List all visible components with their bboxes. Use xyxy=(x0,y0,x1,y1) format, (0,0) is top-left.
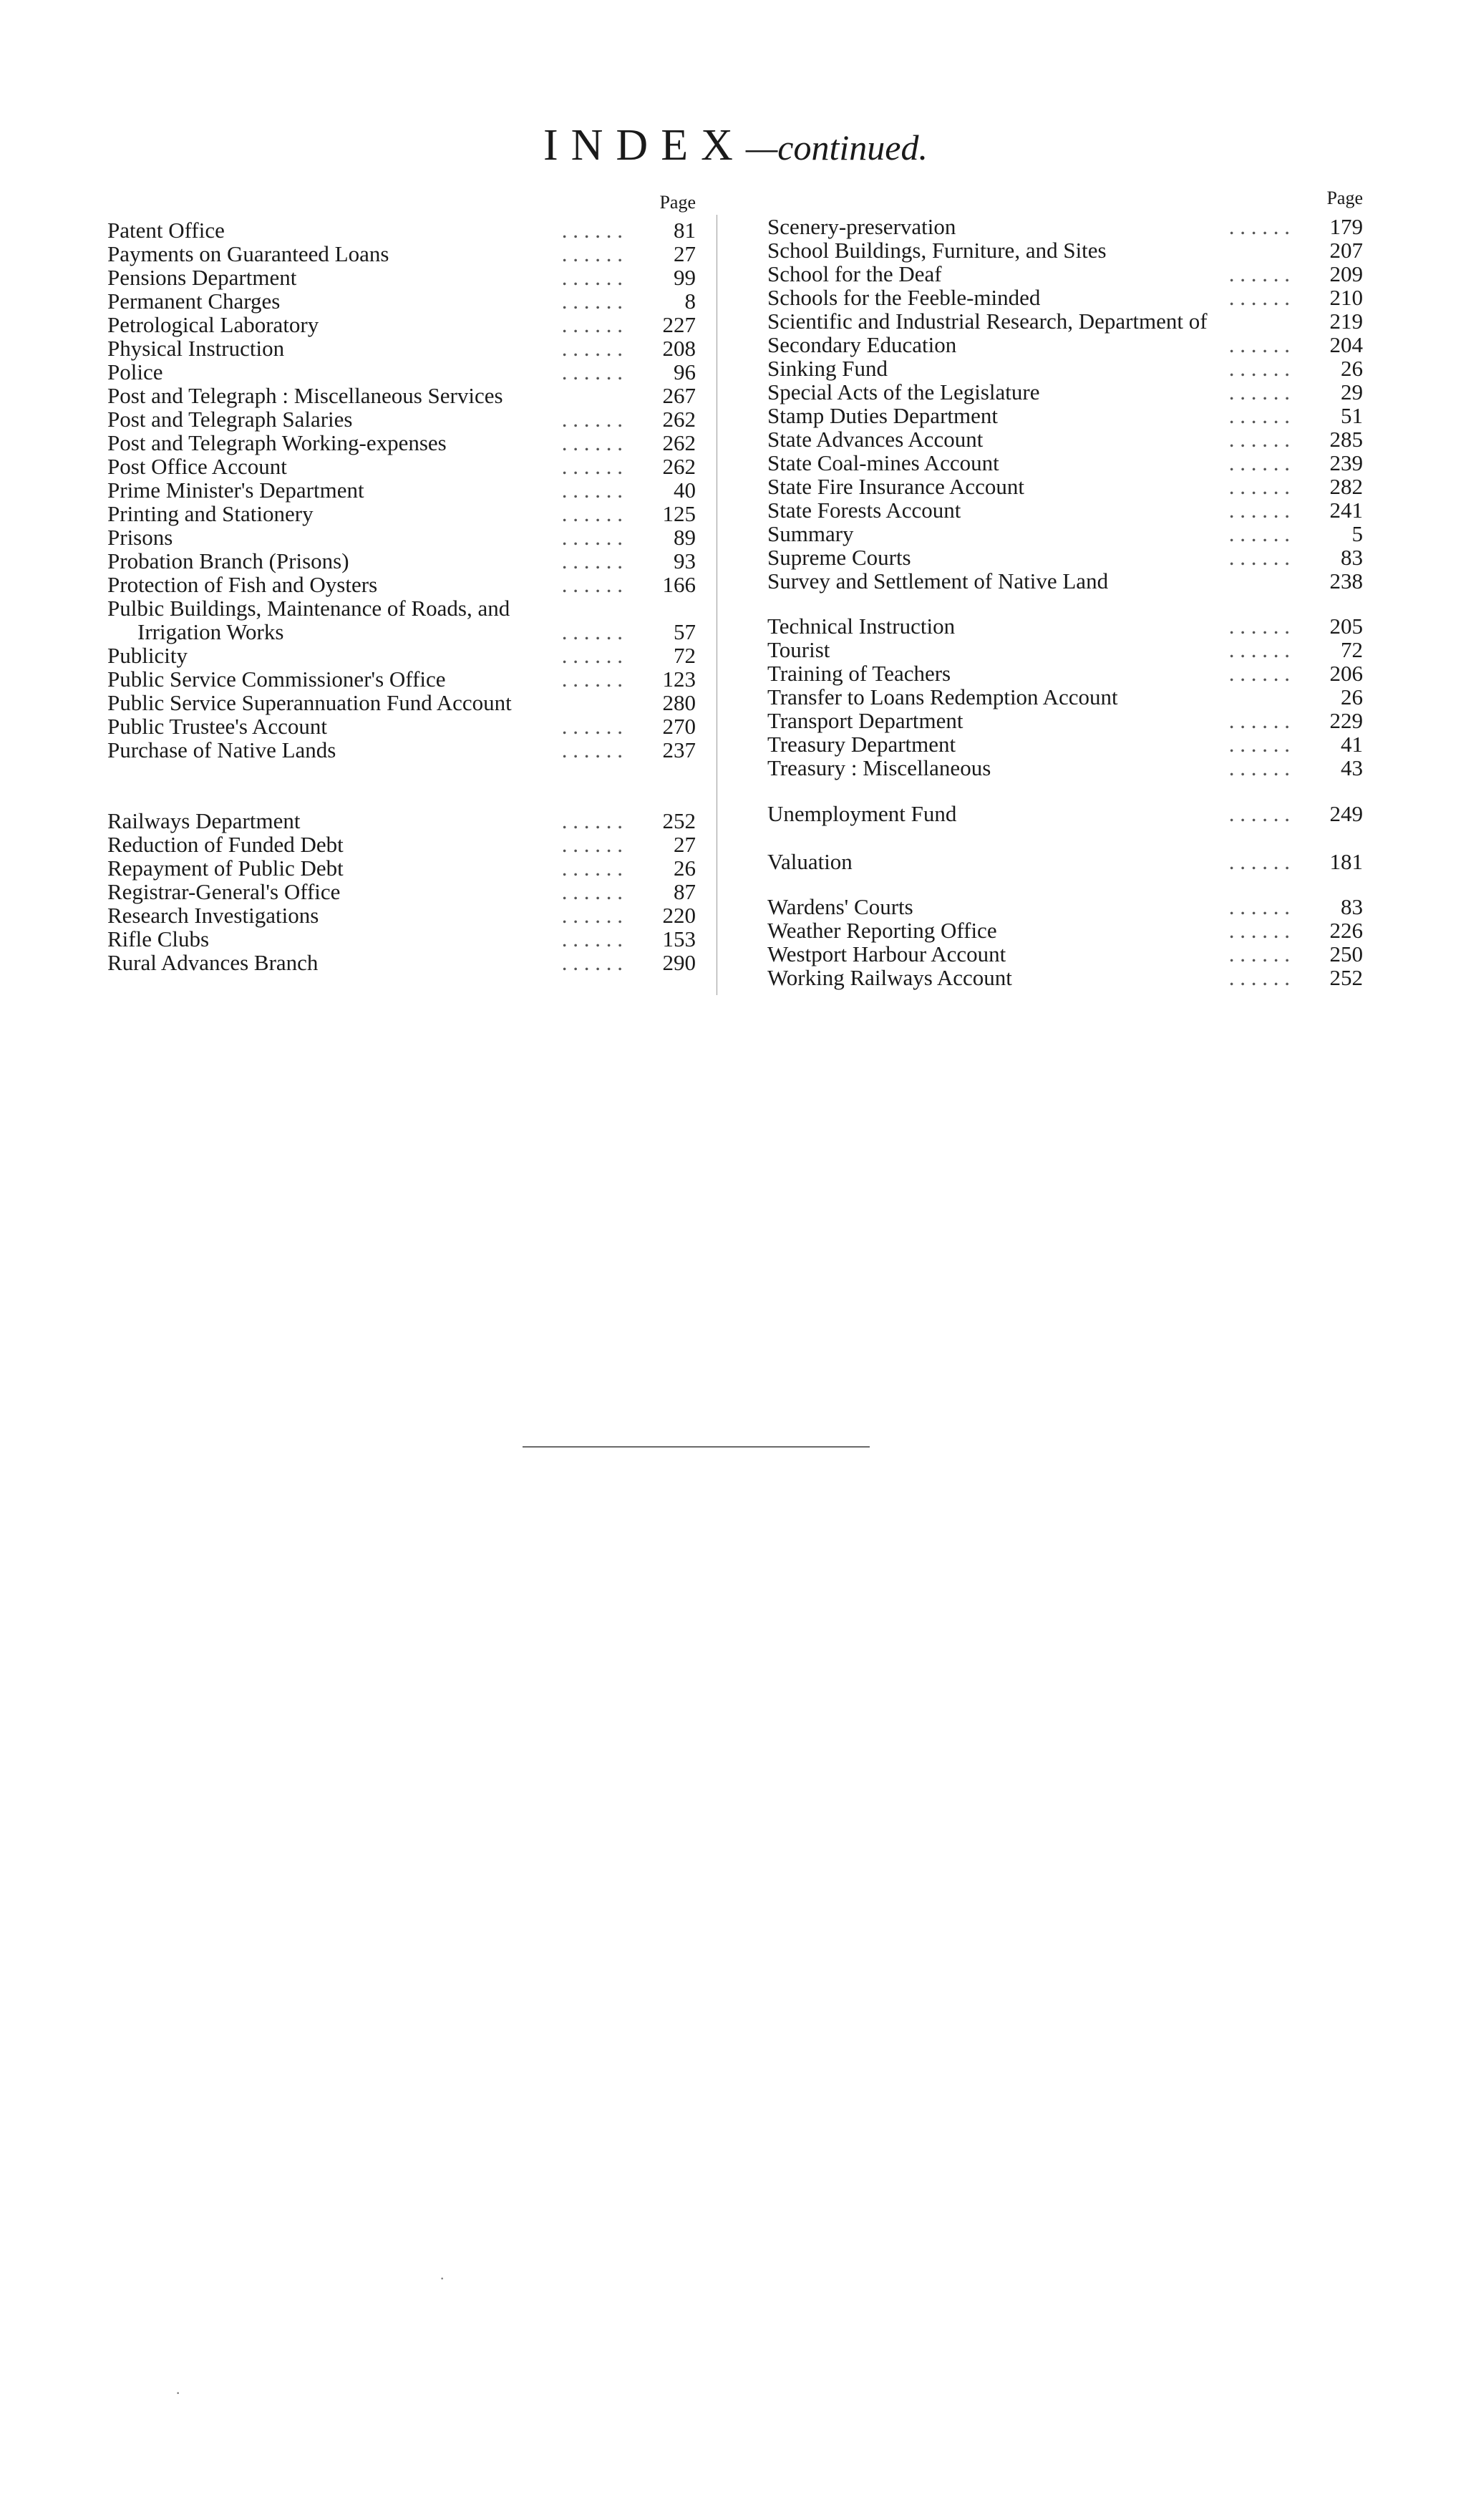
index-entry xyxy=(107,478,701,502)
leader-dots: . . . . . . xyxy=(561,620,623,644)
index-entry xyxy=(107,833,701,856)
leader-dots: . . . . . . xyxy=(561,926,623,951)
entry-label: Public Service Commissioner's Office xyxy=(107,667,446,692)
index-entry xyxy=(107,620,701,644)
entry-page-number: 241 xyxy=(1329,498,1363,523)
leader-dots: . . . . . . xyxy=(1228,546,1290,569)
index-entry xyxy=(767,850,1369,873)
entry-label: Reduction of Funded Debt xyxy=(107,832,344,857)
entry-label: Tourist xyxy=(767,637,830,662)
entry-page-number: 220 xyxy=(662,903,696,928)
leader-dots: . . . . . . xyxy=(561,478,623,502)
index-entry xyxy=(767,238,1369,262)
entry-label: Sinking Fund xyxy=(767,356,888,381)
leader-dots: . . . . . . xyxy=(1228,404,1290,427)
leader-dots: . . . . . . xyxy=(1228,895,1290,919)
entry-page-number: 219 xyxy=(1329,309,1363,334)
entry-page-number: 29 xyxy=(1341,379,1363,404)
entry-page-number: 207 xyxy=(1329,238,1363,263)
index-entry xyxy=(107,525,701,549)
index-entry xyxy=(767,569,1369,593)
entry-label: Secondary Education xyxy=(767,332,957,357)
entry-page-number: 51 xyxy=(1341,403,1363,428)
entry-label: School Buildings, Furniture, and Sites xyxy=(767,238,1107,263)
entry-page-number: 208 xyxy=(662,336,696,361)
index-entry xyxy=(107,927,701,951)
leader-dots: . . . . . . xyxy=(561,289,623,313)
index-entry xyxy=(767,709,1369,732)
index-entry xyxy=(107,596,701,620)
leader-dots: . . . . . . xyxy=(1228,709,1290,732)
index-entry xyxy=(107,360,701,384)
index-entry xyxy=(767,942,1369,966)
entry-label: Rural Advances Branch xyxy=(107,950,319,975)
entry-page-number: 270 xyxy=(662,714,696,739)
index-entry xyxy=(767,404,1369,427)
entry-label: Repayment of Public Debt xyxy=(107,856,344,881)
page-speck: · xyxy=(440,2269,445,2287)
index-entry xyxy=(767,262,1369,286)
index-entry xyxy=(107,714,701,738)
index-entry xyxy=(107,407,701,431)
entry-page-number: 290 xyxy=(662,950,696,975)
leader-dots: . . . . . . xyxy=(1228,427,1290,451)
entry-page-number: 252 xyxy=(1329,965,1363,990)
page-title xyxy=(0,120,1471,171)
leader-dots: . . . . . . xyxy=(1228,966,1290,989)
entry-page-number: 206 xyxy=(1329,661,1363,686)
leader-dots: . . . . . . xyxy=(1228,286,1290,309)
entry-page-number: 209 xyxy=(1329,261,1363,286)
leader-dots: . . . . . . xyxy=(561,573,623,596)
leader-dots: . . . . . . xyxy=(561,266,623,289)
index-entry xyxy=(767,357,1369,380)
leader-dots: . . . . . . xyxy=(1228,498,1290,522)
entry-page-number: 181 xyxy=(1329,849,1363,874)
leader-dots: . . . . . . xyxy=(1228,451,1290,475)
entry-page-number: 262 xyxy=(662,430,696,455)
leader-dots: . . . . . . xyxy=(561,643,623,668)
index-entry xyxy=(107,856,701,880)
entry-label: Technical Instruction xyxy=(767,614,956,639)
entry-page-number: 99 xyxy=(674,265,696,290)
index-entry xyxy=(767,614,1369,638)
leader-dots: . . . . . . xyxy=(1228,333,1290,357)
entry-page-number: 8 xyxy=(684,289,696,314)
entry-label: Training of Teachers xyxy=(767,661,951,686)
index-entry xyxy=(107,336,701,360)
entry-page-number: 87 xyxy=(674,879,696,904)
entry-page-number: 93 xyxy=(674,548,696,573)
entry-label: Prime Minister's Department xyxy=(107,478,364,503)
page-column-header: Page xyxy=(659,192,696,213)
entry-label: Pulbic Buildings, Maintenance of Roads, and xyxy=(107,596,510,621)
leader-dots: . . . . . . xyxy=(561,525,623,550)
index-entry xyxy=(107,242,701,266)
entry-page-number: 262 xyxy=(662,407,696,432)
index-entry xyxy=(767,685,1369,709)
entry-label: School for the Deaf xyxy=(767,261,942,286)
index-entry xyxy=(107,691,701,714)
entry-page-number: 166 xyxy=(662,572,696,597)
entry-label: Survey and Settlement of Native Land xyxy=(767,568,1109,593)
entry-label: Transport Department xyxy=(767,708,963,733)
entry-label: Police xyxy=(107,359,163,384)
leader-dots: . . . . . . xyxy=(561,431,623,455)
index-entry xyxy=(767,427,1369,451)
index-entry xyxy=(767,380,1369,404)
entry-page-number: 204 xyxy=(1329,332,1363,357)
entry-label: Unemployment Fund xyxy=(767,801,957,826)
leader-dots: . . . . . . xyxy=(1228,380,1290,404)
entry-label: Payments on Guaranteed Loans xyxy=(107,241,389,266)
leader-dots: . . . . . . xyxy=(1228,215,1290,238)
leader-dots: . . . . . . xyxy=(1228,849,1290,874)
index-entry xyxy=(767,919,1369,942)
index-entry xyxy=(767,333,1369,357)
leader-dots: . . . . . . xyxy=(561,951,623,974)
leader-dots: . . . . . . xyxy=(1228,637,1290,662)
leader-dots: . . . . . . xyxy=(561,714,623,738)
index-entry xyxy=(107,431,701,455)
leader-dots: . . . . . . xyxy=(1228,475,1290,498)
index-entry xyxy=(107,266,701,289)
entry-page-number: 250 xyxy=(1329,941,1363,966)
entry-page-number: 280 xyxy=(662,690,696,715)
leader-dots: . . . . . . xyxy=(561,856,623,880)
entry-page-number: 89 xyxy=(674,525,696,550)
leader-dots: . . . . . . xyxy=(561,880,623,903)
entry-page-number: 26 xyxy=(1341,684,1363,709)
index-entry xyxy=(767,215,1369,238)
leader-dots: . . . . . . xyxy=(561,903,623,927)
index-entry xyxy=(767,732,1369,756)
entry-label: State Fire Insurance Account xyxy=(767,474,1024,499)
entry-label: Post and Telegraph Working-expenses xyxy=(107,430,447,455)
leader-dots: . . . . . . xyxy=(561,502,623,525)
entry-page-number: 40 xyxy=(674,478,696,503)
entry-page-number: 41 xyxy=(1341,732,1363,757)
entry-label: Petrological Laboratory xyxy=(107,312,319,337)
index-entry xyxy=(767,638,1369,662)
entry-label: Post Office Account xyxy=(107,454,287,479)
page-column-header: Page xyxy=(1326,188,1363,208)
entry-label: Publicity xyxy=(107,643,188,668)
entry-label: Registrar-General's Office xyxy=(107,879,341,904)
entry-page-number: 282 xyxy=(1329,474,1363,499)
entry-label: Summary xyxy=(767,521,854,546)
entry-label: Irrigation Works xyxy=(137,619,284,644)
entry-label: Public Trustee's Account xyxy=(107,714,327,739)
index-entry xyxy=(767,966,1369,989)
entry-label: Railways Department xyxy=(107,808,301,833)
entry-page-number: 238 xyxy=(1329,568,1363,593)
index-entry xyxy=(107,384,701,407)
title-continued: —continued. xyxy=(745,127,928,168)
entry-page-number: 83 xyxy=(1341,545,1363,570)
index-entry xyxy=(767,451,1369,475)
leader-dots: . . . . . . xyxy=(1228,614,1290,638)
entry-label: Protection of Fish and Oysters xyxy=(107,572,378,597)
leader-dots: . . . . . . xyxy=(561,809,623,833)
leader-dots: . . . . . . xyxy=(561,359,623,384)
entry-label: Treasury : Miscellaneous xyxy=(767,755,991,780)
entry-label: Public Service Superannuation Fund Account xyxy=(107,690,512,715)
entry-page-number: 26 xyxy=(674,856,696,881)
index-entry xyxy=(107,313,701,336)
index-entry xyxy=(767,498,1369,522)
entry-page-number: 72 xyxy=(674,643,696,668)
leader-dots: . . . . . . xyxy=(1228,802,1290,825)
entry-label: Valuation xyxy=(767,849,853,874)
entry-label: Post and Telegraph Salaries xyxy=(107,407,353,432)
entry-page-number: 27 xyxy=(674,832,696,857)
entry-label: Patent Office xyxy=(107,218,225,243)
end-rule xyxy=(523,1446,870,1448)
page-speck: · xyxy=(175,2384,181,2402)
entry-label: Supreme Courts xyxy=(767,545,911,570)
entry-label: Probation Branch (Prisons) xyxy=(107,548,349,573)
index-entry xyxy=(767,662,1369,685)
index-entry xyxy=(107,880,701,903)
index-entry xyxy=(767,522,1369,546)
leader-dots: . . . . . . xyxy=(561,407,623,431)
entry-page-number: 43 xyxy=(1341,755,1363,780)
leader-dots: . . . . . . xyxy=(1228,919,1290,942)
index-entry xyxy=(767,546,1369,569)
leader-dots: . . . . . . xyxy=(561,738,623,762)
entry-label: Special Acts of the Legislature xyxy=(767,379,1040,404)
index-entry xyxy=(767,309,1369,333)
entry-page-number: 252 xyxy=(662,808,696,833)
entry-label: Printing and Stationery xyxy=(107,501,314,526)
index-entry xyxy=(767,286,1369,309)
leader-dots: . . . . . . xyxy=(1228,662,1290,685)
entry-page-number: 26 xyxy=(1341,356,1363,381)
entry-page-number: 125 xyxy=(662,501,696,526)
entry-label: Treasury Department xyxy=(767,732,956,757)
entry-page-number: 5 xyxy=(1351,521,1363,546)
entry-label: Prisons xyxy=(107,525,173,550)
entry-page-number: 285 xyxy=(1329,427,1363,452)
entry-page-number: 179 xyxy=(1329,214,1363,239)
index-entry xyxy=(107,549,701,573)
leader-dots: . . . . . . xyxy=(561,667,623,691)
index-entry xyxy=(107,218,701,242)
leader-dots: . . . . . . xyxy=(561,455,623,478)
entry-page-number: 229 xyxy=(1329,708,1363,733)
leader-dots: . . . . . . xyxy=(561,833,623,856)
entry-label: Permanent Charges xyxy=(107,289,281,314)
entry-page-number: 81 xyxy=(674,218,696,243)
entry-label: Westport Harbour Account xyxy=(767,941,1006,966)
leader-dots: . . . . . . xyxy=(561,313,623,336)
index-entry xyxy=(767,475,1369,498)
entry-label: Purchase of Native Lands xyxy=(107,737,336,762)
index-entry xyxy=(107,644,701,667)
entry-label: Physical Instruction xyxy=(107,336,285,361)
index-entry xyxy=(107,455,701,478)
entry-page-number: 239 xyxy=(1329,450,1363,475)
index-entry xyxy=(107,951,701,974)
leader-dots: . . . . . . xyxy=(1228,262,1290,286)
leader-dots: . . . . . . xyxy=(561,218,623,243)
entry-page-number: 210 xyxy=(1329,285,1363,310)
entry-page-number: 205 xyxy=(1329,614,1363,639)
entry-label: Working Railways Account xyxy=(767,965,1012,990)
entry-page-number: 72 xyxy=(1341,637,1363,662)
entry-label: State Coal-mines Account xyxy=(767,450,999,475)
entry-label: Weather Reporting Office xyxy=(767,918,997,943)
index-entry xyxy=(107,809,701,833)
entry-page-number: 267 xyxy=(662,383,696,408)
entry-page-number: 123 xyxy=(662,667,696,692)
index-entry xyxy=(107,903,701,927)
entry-page-number: 153 xyxy=(662,926,696,951)
entry-page-number: 226 xyxy=(1329,918,1363,943)
leader-dots: . . . . . . xyxy=(1228,356,1290,381)
index-entry xyxy=(767,895,1369,919)
entry-label: Wardens' Courts xyxy=(767,894,913,919)
leader-dots: . . . . . . xyxy=(561,242,623,266)
entry-label: Pensions Department xyxy=(107,265,297,290)
leader-dots: . . . . . . xyxy=(561,549,623,573)
entry-page-number: 96 xyxy=(674,359,696,384)
entry-page-number: 83 xyxy=(1341,894,1363,919)
entry-label: Stamp Duties Department xyxy=(767,403,998,428)
entry-label: State Advances Account xyxy=(767,427,984,452)
entry-label: Transfer to Loans Redemption Account xyxy=(767,684,1118,709)
entry-page-number: 262 xyxy=(662,454,696,479)
title-main: INDEX xyxy=(543,121,746,170)
leader-dots: . . . . . . xyxy=(1228,756,1290,780)
entry-page-number: 27 xyxy=(674,241,696,266)
entry-page-number: 57 xyxy=(674,619,696,644)
leader-dots: . . . . . . xyxy=(1228,521,1290,546)
entry-page-number: 249 xyxy=(1329,801,1363,826)
entry-label: Scenery-preservation xyxy=(767,214,956,239)
entry-label: Research Investigations xyxy=(107,903,319,928)
index-entry xyxy=(107,289,701,313)
leader-dots: . . . . . . xyxy=(561,336,623,360)
entry-label: Schools for the Feeble-minded xyxy=(767,285,1041,310)
index-entry xyxy=(767,756,1369,780)
leader-dots: . . . . . . xyxy=(1228,942,1290,966)
leader-dots: . . . . . . xyxy=(1228,732,1290,756)
entry-page-number: 237 xyxy=(662,737,696,762)
entry-page-number: 227 xyxy=(662,312,696,337)
index-entry xyxy=(107,573,701,596)
entry-label: Post and Telegraph : Miscellaneous Services xyxy=(107,383,503,408)
index-entry xyxy=(107,667,701,691)
index-entry xyxy=(107,738,701,762)
entry-label: Rifle Clubs xyxy=(107,926,210,951)
entry-label: Scientific and Industrial Research, Department of xyxy=(767,309,1208,334)
index-entry xyxy=(107,502,701,525)
entry-label: State Forests Account xyxy=(767,498,961,523)
index-entry xyxy=(767,802,1369,825)
